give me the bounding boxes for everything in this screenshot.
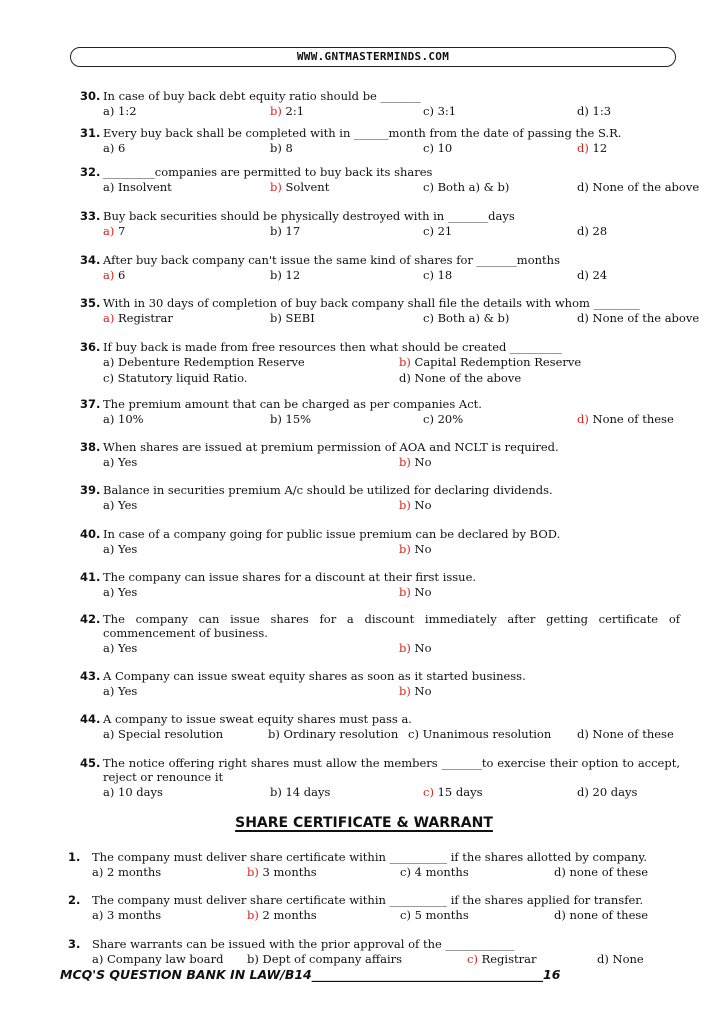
question-text: The company must deliver share certificate within __________ if the shares allotted by company. bbox=[92, 850, 648, 864]
option-label: c) bbox=[400, 865, 411, 879]
option-label: c) bbox=[423, 141, 434, 155]
option-text: 15 days bbox=[437, 785, 483, 799]
options-row bbox=[80, 141, 680, 156]
options-row bbox=[80, 180, 700, 195]
option-text: Both a) & b) bbox=[437, 180, 510, 194]
option-a bbox=[103, 727, 223, 741]
question-item bbox=[80, 165, 700, 195]
option-d bbox=[577, 412, 674, 426]
option-label: b) bbox=[270, 311, 282, 325]
question-text: When shares are issued at premium permission of AOA and NCLT is required. bbox=[103, 440, 559, 454]
option-text: 4 months bbox=[414, 865, 469, 879]
option-text: 6 bbox=[118, 268, 126, 282]
option-label: b) bbox=[270, 785, 282, 799]
question-item bbox=[80, 669, 680, 699]
option-label: a) bbox=[92, 908, 104, 922]
option-a bbox=[92, 952, 223, 966]
option-label: d) bbox=[577, 727, 589, 741]
question-line bbox=[80, 397, 680, 411]
question-line bbox=[80, 612, 680, 640]
option-text: 5 months bbox=[414, 908, 469, 922]
option-text: Company law board bbox=[107, 952, 224, 966]
option-label: a) bbox=[92, 865, 104, 879]
option-text: None of the above bbox=[592, 180, 700, 194]
section-title-text: SHARE CERTIFICATE & WARRANT bbox=[235, 815, 493, 831]
question-line bbox=[80, 126, 680, 140]
option-text: Yes bbox=[118, 585, 138, 599]
option-d bbox=[577, 180, 699, 194]
question-item bbox=[68, 893, 680, 923]
option-label: a) bbox=[103, 141, 115, 155]
option-text: No bbox=[414, 684, 432, 698]
option-label: c) bbox=[467, 952, 478, 966]
option-label: b) bbox=[399, 355, 411, 369]
question-text: If buy back is made from free resources then what should be created _________ bbox=[103, 340, 562, 354]
question-text: The company can issue shares for a discount at their first issue. bbox=[103, 570, 477, 584]
option-label: a) bbox=[103, 727, 115, 741]
option-b bbox=[270, 268, 300, 282]
option-label: a) bbox=[103, 180, 115, 194]
option-text: Debenture Redemption Reserve bbox=[118, 355, 305, 369]
option-text: 20 days bbox=[592, 785, 638, 799]
options-row bbox=[80, 684, 680, 699]
question-item bbox=[80, 397, 680, 427]
option-c bbox=[423, 785, 483, 799]
option-label: b) bbox=[399, 542, 411, 556]
option-text: Ordinary resolution bbox=[283, 727, 399, 741]
option-label: b) bbox=[270, 104, 282, 118]
option-label: d) bbox=[577, 311, 589, 325]
question-text: With in 30 days of completion of buy back company shall file the details with whom ________ bbox=[103, 296, 640, 310]
options-row bbox=[80, 498, 680, 513]
option-label: a) bbox=[103, 455, 115, 469]
option-label: a) bbox=[103, 641, 115, 655]
option-text: No bbox=[414, 455, 432, 469]
option-label: c) bbox=[423, 180, 434, 194]
option-label: b) bbox=[270, 180, 282, 194]
option-b bbox=[399, 355, 581, 369]
option-text: Yes bbox=[118, 542, 138, 556]
question-line bbox=[68, 893, 680, 907]
option-text: 2:1 bbox=[285, 104, 305, 118]
question-item bbox=[80, 527, 680, 557]
option-text: Yes bbox=[118, 455, 138, 469]
option-text: Dept of company affairs bbox=[262, 952, 403, 966]
option-text: None of these bbox=[592, 412, 674, 426]
options-row bbox=[80, 371, 680, 386]
question-number: 42. bbox=[80, 612, 101, 626]
option-c bbox=[400, 865, 469, 879]
option-c bbox=[400, 908, 469, 922]
option-a bbox=[92, 865, 161, 879]
option-d bbox=[577, 785, 637, 799]
question-text: In case of buy back debt equity ratio should be _______ bbox=[103, 89, 421, 103]
option-b bbox=[247, 952, 402, 966]
option-b bbox=[270, 224, 300, 238]
options-row bbox=[68, 865, 680, 880]
option-d bbox=[577, 141, 607, 155]
option-text: Yes bbox=[118, 641, 138, 655]
options-row bbox=[80, 585, 680, 600]
option-b bbox=[247, 865, 317, 879]
option-label: a) bbox=[103, 498, 115, 512]
option-b bbox=[270, 311, 315, 325]
option-label: d) bbox=[577, 180, 589, 194]
option-a bbox=[103, 542, 137, 556]
option-label: b) bbox=[247, 865, 259, 879]
option-text: Capital Redemption Reserve bbox=[414, 355, 582, 369]
question-item bbox=[80, 570, 680, 600]
option-a bbox=[103, 268, 125, 282]
options-row bbox=[80, 412, 680, 427]
option-label: b) bbox=[270, 268, 282, 282]
page-footer bbox=[60, 967, 680, 982]
option-text: Statutory liquid Ratio. bbox=[117, 371, 248, 385]
site-url: WWW.GNTMASTERMINDS.COM bbox=[296, 50, 450, 63]
option-text: 2 months bbox=[107, 865, 162, 879]
option-label: c) bbox=[423, 104, 434, 118]
option-label: b) bbox=[247, 908, 259, 922]
option-text: Registrar bbox=[481, 952, 537, 966]
question-number: 41. bbox=[80, 570, 101, 584]
option-a bbox=[92, 908, 161, 922]
option-text: No bbox=[414, 498, 432, 512]
option-text: 12 bbox=[285, 268, 301, 282]
option-d bbox=[577, 727, 674, 741]
question-line bbox=[80, 440, 680, 454]
option-a bbox=[103, 355, 305, 369]
option-c bbox=[423, 311, 509, 325]
option-label: a) bbox=[103, 104, 115, 118]
question-number: 40. bbox=[80, 527, 101, 541]
question-number: 1. bbox=[68, 850, 81, 864]
question-line bbox=[80, 340, 680, 354]
question-text: A company to issue sweat equity shares must pass a. bbox=[103, 712, 412, 726]
site-header bbox=[70, 47, 676, 67]
question-line bbox=[80, 89, 680, 103]
option-a bbox=[103, 412, 144, 426]
option-text: SEBI bbox=[285, 311, 315, 325]
option-a bbox=[103, 785, 163, 799]
question-item bbox=[80, 253, 680, 283]
question-number: 31. bbox=[80, 126, 101, 140]
options-row bbox=[80, 104, 680, 119]
question-text: A Company can issue sweat equity shares as soon as it started business. bbox=[103, 669, 526, 683]
question-text: _________companies are permitted to buy back its shares bbox=[103, 165, 433, 179]
question-text: The notice offering right shares must allow the members _______to exercise their option to accept, reject or renounce it bbox=[103, 756, 680, 784]
question-number: 33. bbox=[80, 209, 101, 223]
option-a bbox=[103, 224, 125, 238]
question-number: 32. bbox=[80, 165, 101, 179]
option-label: b) bbox=[399, 585, 411, 599]
options-row bbox=[80, 311, 700, 326]
options-row bbox=[80, 542, 680, 557]
option-label: b) bbox=[268, 727, 280, 741]
option-b bbox=[399, 455, 432, 469]
question-item bbox=[80, 340, 680, 386]
option-a bbox=[103, 104, 137, 118]
question-item bbox=[68, 937, 680, 967]
option-d bbox=[577, 104, 611, 118]
question-number: 44. bbox=[80, 712, 101, 726]
option-label: a) bbox=[103, 224, 115, 238]
section-title bbox=[0, 815, 728, 831]
question-text: After buy back company can't issue the same kind of shares for _______months bbox=[103, 253, 560, 267]
option-text: 1:2 bbox=[118, 104, 137, 118]
options-row bbox=[80, 268, 680, 283]
question-text: The company can issue shares for a discount immediately after getting certificate of commencement of business. bbox=[103, 612, 680, 640]
question-item bbox=[80, 126, 680, 156]
option-d bbox=[554, 865, 648, 879]
options-row bbox=[80, 785, 680, 800]
question-text: Every buy back shall be completed with in ______month from the date of passing the S.R. bbox=[103, 126, 622, 140]
option-c bbox=[423, 141, 452, 155]
option-label: b) bbox=[399, 641, 411, 655]
option-label: d) bbox=[577, 104, 589, 118]
option-label: c) bbox=[423, 412, 434, 426]
question-item bbox=[80, 712, 680, 742]
option-label: a) bbox=[92, 952, 104, 966]
option-label: d) bbox=[554, 908, 566, 922]
question-item bbox=[80, 612, 680, 656]
option-b bbox=[270, 785, 330, 799]
question-number: 39. bbox=[80, 483, 101, 497]
option-label: a) bbox=[103, 785, 115, 799]
option-c bbox=[408, 727, 551, 741]
option-text: Registrar bbox=[118, 311, 173, 325]
question-line bbox=[68, 850, 680, 864]
option-d bbox=[554, 908, 648, 922]
option-a bbox=[103, 585, 137, 599]
option-text: Both a) & b) bbox=[437, 311, 510, 325]
option-text: None bbox=[612, 952, 644, 966]
option-text: 28 bbox=[592, 224, 608, 238]
option-b bbox=[270, 104, 304, 118]
footer-text: MCQ'S QUESTION BANK IN LAW/B14_____________________________________16 bbox=[60, 967, 561, 982]
option-label: d) bbox=[554, 865, 566, 879]
option-text: 8 bbox=[285, 141, 293, 155]
question-line bbox=[80, 165, 680, 179]
option-text: 6 bbox=[118, 141, 126, 155]
option-b bbox=[270, 141, 293, 155]
option-b bbox=[399, 542, 432, 556]
option-c bbox=[103, 371, 247, 385]
option-c bbox=[423, 104, 456, 118]
question-line bbox=[80, 527, 680, 541]
question-item bbox=[80, 440, 680, 470]
option-label: c) bbox=[103, 371, 114, 385]
option-text: 20% bbox=[437, 412, 464, 426]
option-d bbox=[577, 268, 607, 282]
option-text: No bbox=[414, 542, 432, 556]
question-number: 30. bbox=[80, 89, 101, 103]
option-b bbox=[268, 727, 398, 741]
option-label: c) bbox=[408, 727, 419, 741]
question-line bbox=[80, 756, 680, 784]
option-text: 10% bbox=[118, 412, 144, 426]
question-line bbox=[80, 209, 680, 223]
question-text: Share warrants can be issued with the prior approval of the ____________ bbox=[92, 937, 515, 951]
option-d bbox=[577, 311, 699, 325]
question-line bbox=[80, 669, 680, 683]
option-d bbox=[597, 952, 644, 966]
question-line bbox=[68, 937, 680, 951]
option-label: b) bbox=[270, 141, 282, 155]
question-number: 45. bbox=[80, 756, 101, 770]
question-line bbox=[80, 712, 680, 726]
option-label: d) bbox=[399, 371, 411, 385]
option-label: a) bbox=[103, 412, 115, 426]
question-number: 43. bbox=[80, 669, 101, 683]
option-label: b) bbox=[247, 952, 259, 966]
option-text: 3 months bbox=[262, 865, 317, 879]
option-text: none of these bbox=[569, 908, 649, 922]
option-label: c) bbox=[423, 224, 434, 238]
option-c bbox=[423, 224, 452, 238]
option-d bbox=[399, 371, 521, 385]
option-text: No bbox=[414, 641, 432, 655]
question-number: 36. bbox=[80, 340, 101, 354]
question-text: The premium amount that can be charged as per companies Act. bbox=[103, 397, 482, 411]
option-b bbox=[270, 180, 329, 194]
question-number: 37. bbox=[80, 397, 101, 411]
option-text: None of the above bbox=[414, 371, 522, 385]
option-text: Solvent bbox=[285, 180, 330, 194]
option-text: None of the above bbox=[592, 311, 700, 325]
option-label: b) bbox=[399, 684, 411, 698]
option-text: 21 bbox=[437, 224, 453, 238]
option-a bbox=[103, 180, 172, 194]
option-b bbox=[399, 684, 432, 698]
option-label: d) bbox=[577, 268, 589, 282]
question-number: 35. bbox=[80, 296, 101, 310]
option-label: a) bbox=[103, 684, 115, 698]
option-a bbox=[103, 141, 125, 155]
question-text: In case of a company going for public issue premium can be declared by BOD. bbox=[103, 527, 561, 541]
question-line bbox=[80, 570, 680, 584]
question-text: The company must deliver share certificate within __________ if the shares applied for transfer. bbox=[92, 893, 644, 907]
question-line bbox=[80, 483, 680, 497]
question-line bbox=[80, 253, 680, 267]
option-a bbox=[103, 311, 173, 325]
option-text: Unanimous resolution bbox=[422, 727, 552, 741]
option-label: b) bbox=[270, 412, 282, 426]
question-line bbox=[80, 296, 680, 310]
option-label: d) bbox=[577, 785, 589, 799]
option-text: 3:1 bbox=[437, 104, 457, 118]
option-text: Yes bbox=[118, 684, 138, 698]
options-row bbox=[80, 224, 680, 239]
option-text: 14 days bbox=[285, 785, 331, 799]
question-item bbox=[80, 89, 680, 119]
option-a bbox=[103, 684, 137, 698]
options-row bbox=[80, 455, 680, 470]
question-text: Buy back securities should be physically destroyed with in _______days bbox=[103, 209, 515, 223]
option-b bbox=[399, 641, 432, 655]
option-text: None of these bbox=[592, 727, 674, 741]
option-label: a) bbox=[103, 585, 115, 599]
option-c bbox=[467, 952, 536, 966]
option-text: 24 bbox=[592, 268, 608, 282]
option-text: 3 months bbox=[107, 908, 162, 922]
question-number: 34. bbox=[80, 253, 101, 267]
option-text: 12 bbox=[592, 141, 608, 155]
option-a bbox=[103, 455, 137, 469]
option-text: 17 bbox=[285, 224, 301, 238]
options-row bbox=[68, 908, 680, 923]
option-label: b) bbox=[270, 224, 282, 238]
option-a bbox=[103, 641, 137, 655]
option-text: 10 days bbox=[118, 785, 163, 799]
option-d bbox=[577, 224, 607, 238]
question-text: Balance in securities premium A/c should be utilized for declaring dividends. bbox=[103, 483, 553, 497]
option-label: a) bbox=[103, 355, 115, 369]
option-label: b) bbox=[399, 455, 411, 469]
question-number: 38. bbox=[80, 440, 101, 454]
question-item bbox=[80, 296, 700, 326]
option-text: 2 months bbox=[262, 908, 317, 922]
option-label: b) bbox=[399, 498, 411, 512]
option-label: c) bbox=[423, 311, 434, 325]
option-a bbox=[103, 498, 137, 512]
option-label: a) bbox=[103, 542, 115, 556]
question-item bbox=[80, 483, 680, 513]
question-item bbox=[68, 850, 680, 880]
option-text: 15% bbox=[285, 412, 312, 426]
option-text: No bbox=[414, 585, 432, 599]
option-text: 18 bbox=[437, 268, 453, 282]
option-label: c) bbox=[423, 785, 434, 799]
option-label: a) bbox=[103, 311, 115, 325]
question-number: 2. bbox=[68, 893, 81, 907]
option-text: 1:3 bbox=[592, 104, 612, 118]
question-number: 3. bbox=[68, 937, 81, 951]
option-label: d) bbox=[577, 224, 589, 238]
option-text: Insolvent bbox=[118, 180, 172, 194]
option-label: a) bbox=[103, 268, 115, 282]
options-row bbox=[80, 355, 680, 370]
option-label: c) bbox=[423, 268, 434, 282]
option-label: c) bbox=[400, 908, 411, 922]
option-text: 7 bbox=[118, 224, 126, 238]
option-text: Yes bbox=[118, 498, 138, 512]
option-c bbox=[423, 180, 509, 194]
question-item bbox=[80, 756, 680, 800]
options-row bbox=[80, 727, 680, 742]
options-row bbox=[68, 952, 680, 967]
option-c bbox=[423, 268, 452, 282]
option-text: 10 bbox=[437, 141, 453, 155]
option-b bbox=[399, 498, 432, 512]
option-b bbox=[270, 412, 311, 426]
question-item bbox=[80, 209, 680, 239]
options-row bbox=[80, 641, 680, 656]
option-label: d) bbox=[597, 952, 609, 966]
option-b bbox=[247, 908, 317, 922]
option-b bbox=[399, 585, 432, 599]
option-text: none of these bbox=[569, 865, 649, 879]
option-text: Special resolution bbox=[118, 727, 224, 741]
option-label: d) bbox=[577, 141, 589, 155]
option-c bbox=[423, 412, 463, 426]
option-label: d) bbox=[577, 412, 589, 426]
